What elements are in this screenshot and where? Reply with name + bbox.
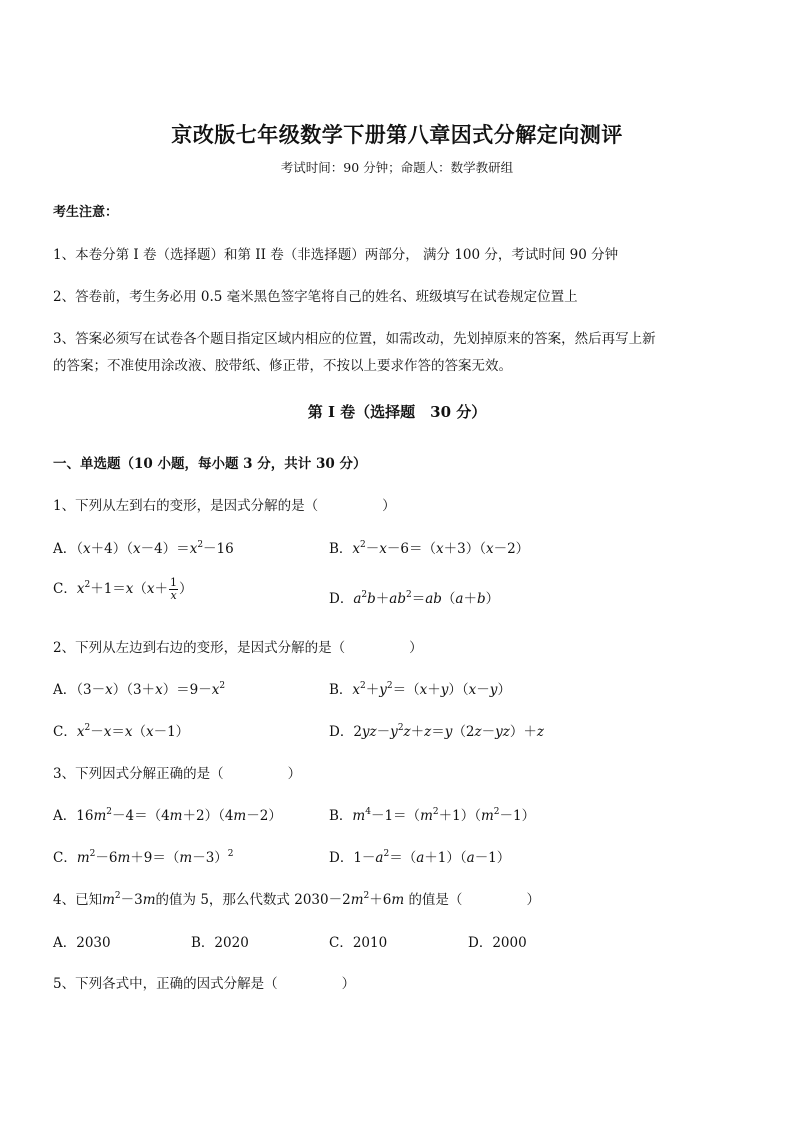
notice-item-1: 1、本卷分第 I 卷（选择题）和第 II 卷（非选择题）两部分， 满分 100 分，考试时间 90 分钟 [53, 247, 619, 263]
notice-item-3-cont: 的答案；不准使用涂改液、胶带纸、修正带，不按以上要求作答的答案无效。 [53, 358, 512, 374]
question-4-stem-post: 的值是（ [408, 892, 463, 908]
question-4-stem-pre: 4、已知 [53, 892, 103, 908]
question-1-close: ） [382, 498, 396, 514]
q4-option-c[interactable]: C．2010 [329, 935, 388, 951]
q1-option-a[interactable]: A．$(x+4)(x-4)=x^2-16$ [53, 540, 234, 557]
fraction: $\frac{1}{x}$ [170, 576, 178, 602]
notice-heading: 考生注意： [53, 205, 119, 220]
question-4-stem-mid: 的值为 5，那么代数式 [155, 892, 290, 908]
question-3-stem: 3、下列因式分解正确的是（ [53, 766, 224, 782]
question-2-close: ） [409, 640, 423, 656]
q3-option-a[interactable]: A．$16m^2-4=(4m+2)(4m-2)$ [53, 807, 282, 824]
q2-option-d[interactable]: D．$2yz-y^2z+z=y(2z-yz)+z$ [329, 723, 545, 740]
question-1 [53, 494, 396, 514]
page-title: 京改版七年级数学下册第八章因式分解定向测评 [171, 122, 623, 147]
part-heading: 一、单选题（10 小题，每小题 3 分，共计 30 分） [53, 456, 367, 472]
q4-option-b[interactable]: B．2020 [191, 935, 249, 951]
q3-option-c[interactable]: C．$m^2-6m+9=(m-3)^2$ [53, 849, 234, 866]
notice-item-3: 3、答案必须写在试卷各个题目指定区域内相应的位置，如需改动，先划掉原来的答案，然后再写上新 [53, 331, 656, 347]
question-2-stem: 2、下列从左边到右边的变形，是因式分解的是（ [53, 640, 346, 656]
q2-option-a[interactable]: A．$(3-x)(3+x)=9-x^2$ [53, 681, 226, 698]
q4-option-a[interactable]: A．2030 [53, 935, 111, 951]
question-5-close: ） [341, 976, 356, 992]
question-3 [53, 762, 301, 782]
q2-option-c[interactable]: C．$x^2-x=x(x-1)$ [53, 723, 190, 740]
exam-info: 考试时间：90 分钟；命题人：数学教研组 [280, 160, 514, 175]
question-2 [53, 636, 423, 656]
question-4-close: ） [526, 892, 540, 908]
question-5-stem: 5、下列各式中，正确的因式分解是（ [53, 976, 278, 992]
question-3-close: ） [287, 766, 302, 782]
question-4: 4、已知$m^2-3m$的值为 5，那么代数式 $2030-2m^2+6m$ 的值是（ ） [53, 891, 540, 908]
q4-option-d[interactable]: D．2000 [468, 935, 527, 951]
question-5 [53, 972, 355, 992]
q1-option-c[interactable]: C．$x^2+1=x(x+$ $\frac{1}{x}$ ） [53, 576, 193, 602]
q1-option-b[interactable]: B．$x^2-x-6=(x+3)(x-2)$ [329, 540, 530, 557]
q3-option-d[interactable]: D．$1-a^2=(a+1)(a-1)$ [329, 849, 511, 866]
question-1-stem: 1、下列从左到右的变形，是因式分解的是（ [53, 498, 319, 514]
q1-option-d[interactable]: D．$a^2b+ab^2=ab(a+b)$ [329, 590, 500, 607]
notice-item-2: 2、答卷前，考生务必用 0.5 毫米黑色签字笔将自己的姓名、班级填写在试卷规定位置上 [53, 289, 578, 305]
section-title: 第 I 卷（选择题 30 分） [307, 403, 487, 421]
q2-option-b[interactable]: B．$x^2+y^2=(x+y)(x-y)$ [329, 681, 511, 698]
q3-option-b[interactable]: B．$m^4-1=(m^2+1)(m^2-1)$ [329, 807, 536, 824]
